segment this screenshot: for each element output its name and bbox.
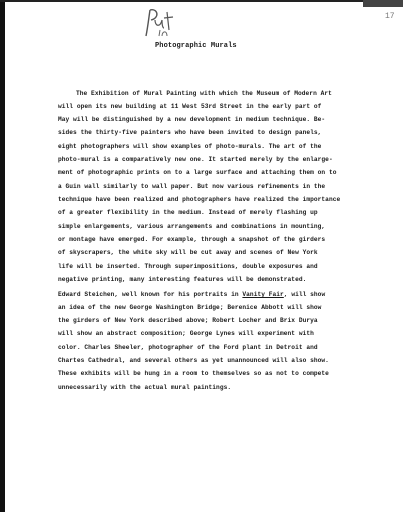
body-line: an idea of the new George Washington Bridge; Berenice Abbott will show xyxy=(58,304,322,311)
scan-edge-left xyxy=(0,0,5,512)
body-line: a Guin wall similarly to wall paper. But now various refinements in the xyxy=(58,183,326,190)
body-line: technique have been realized and photographers have realized the importance xyxy=(58,196,341,203)
body-line: These exhibits will be hung in a room to themselves so as not to compete xyxy=(58,370,329,377)
body-line: simple enlargements, various arrangements and combinations in mounting, xyxy=(58,223,326,230)
scan-edge-top xyxy=(0,0,403,2)
body-line-text: Edward Steichen, well known for his portraits in xyxy=(58,291,243,298)
body-line: of a greater flexibility in the medium. Instead of merely flashing up xyxy=(58,209,318,216)
body-line: The Exhibition of Mural Painting with which the Museum of Modern Art xyxy=(76,90,332,97)
body-line: May will be distinguished by a new development in medium technique. Be- xyxy=(58,116,326,123)
body-line: sides the thirty-five painters who have been invited to design panels, xyxy=(58,129,322,136)
body-line: or montage have emerged. For example, through a snapshot of the girders xyxy=(58,236,326,243)
page-mark: 17 xyxy=(385,12,395,21)
body-line: color. Charles Sheeler, photographer of the Ford plant in Detroit and xyxy=(58,344,318,351)
body-line: unnecessarily with the actual mural paintings. xyxy=(58,384,232,391)
body-line: negative printing, many interesting features will be demonstrated. xyxy=(58,276,307,283)
body-line: of skyscrapers, the white sky will be cut away and scenes of New York xyxy=(58,249,318,256)
magazine-title: Vanity Fair xyxy=(242,291,284,298)
scan-corner-top-right xyxy=(363,0,403,7)
body-line: Chartes Cathedral, and several others as yet unannounced will also show. xyxy=(58,357,329,364)
body-line: life will be inserted. Through superimpositions, double exposures and xyxy=(58,263,318,270)
body-line: eight photographers will show examples of photo-murals. The art of the xyxy=(58,143,322,150)
body-line: will show an abstract composition; George Lynes will experiment with xyxy=(58,330,314,337)
body-line: ment of photographic prints on to a large surface and attaching them on to xyxy=(58,169,337,176)
body-line xyxy=(58,292,325,298)
body-line: the girders of New York described above; Robert Locher and Brix Durya xyxy=(58,317,318,324)
body-line: photo-mural is a comparatively new one. It started merely by the enlarge- xyxy=(58,156,333,163)
document-title: Photographic Murals xyxy=(155,42,237,50)
body-line-text: , will show xyxy=(283,291,326,298)
body-line: will open its new building at 11 West 53rd Street in the early part of xyxy=(58,103,322,110)
handwritten-note xyxy=(140,6,180,42)
